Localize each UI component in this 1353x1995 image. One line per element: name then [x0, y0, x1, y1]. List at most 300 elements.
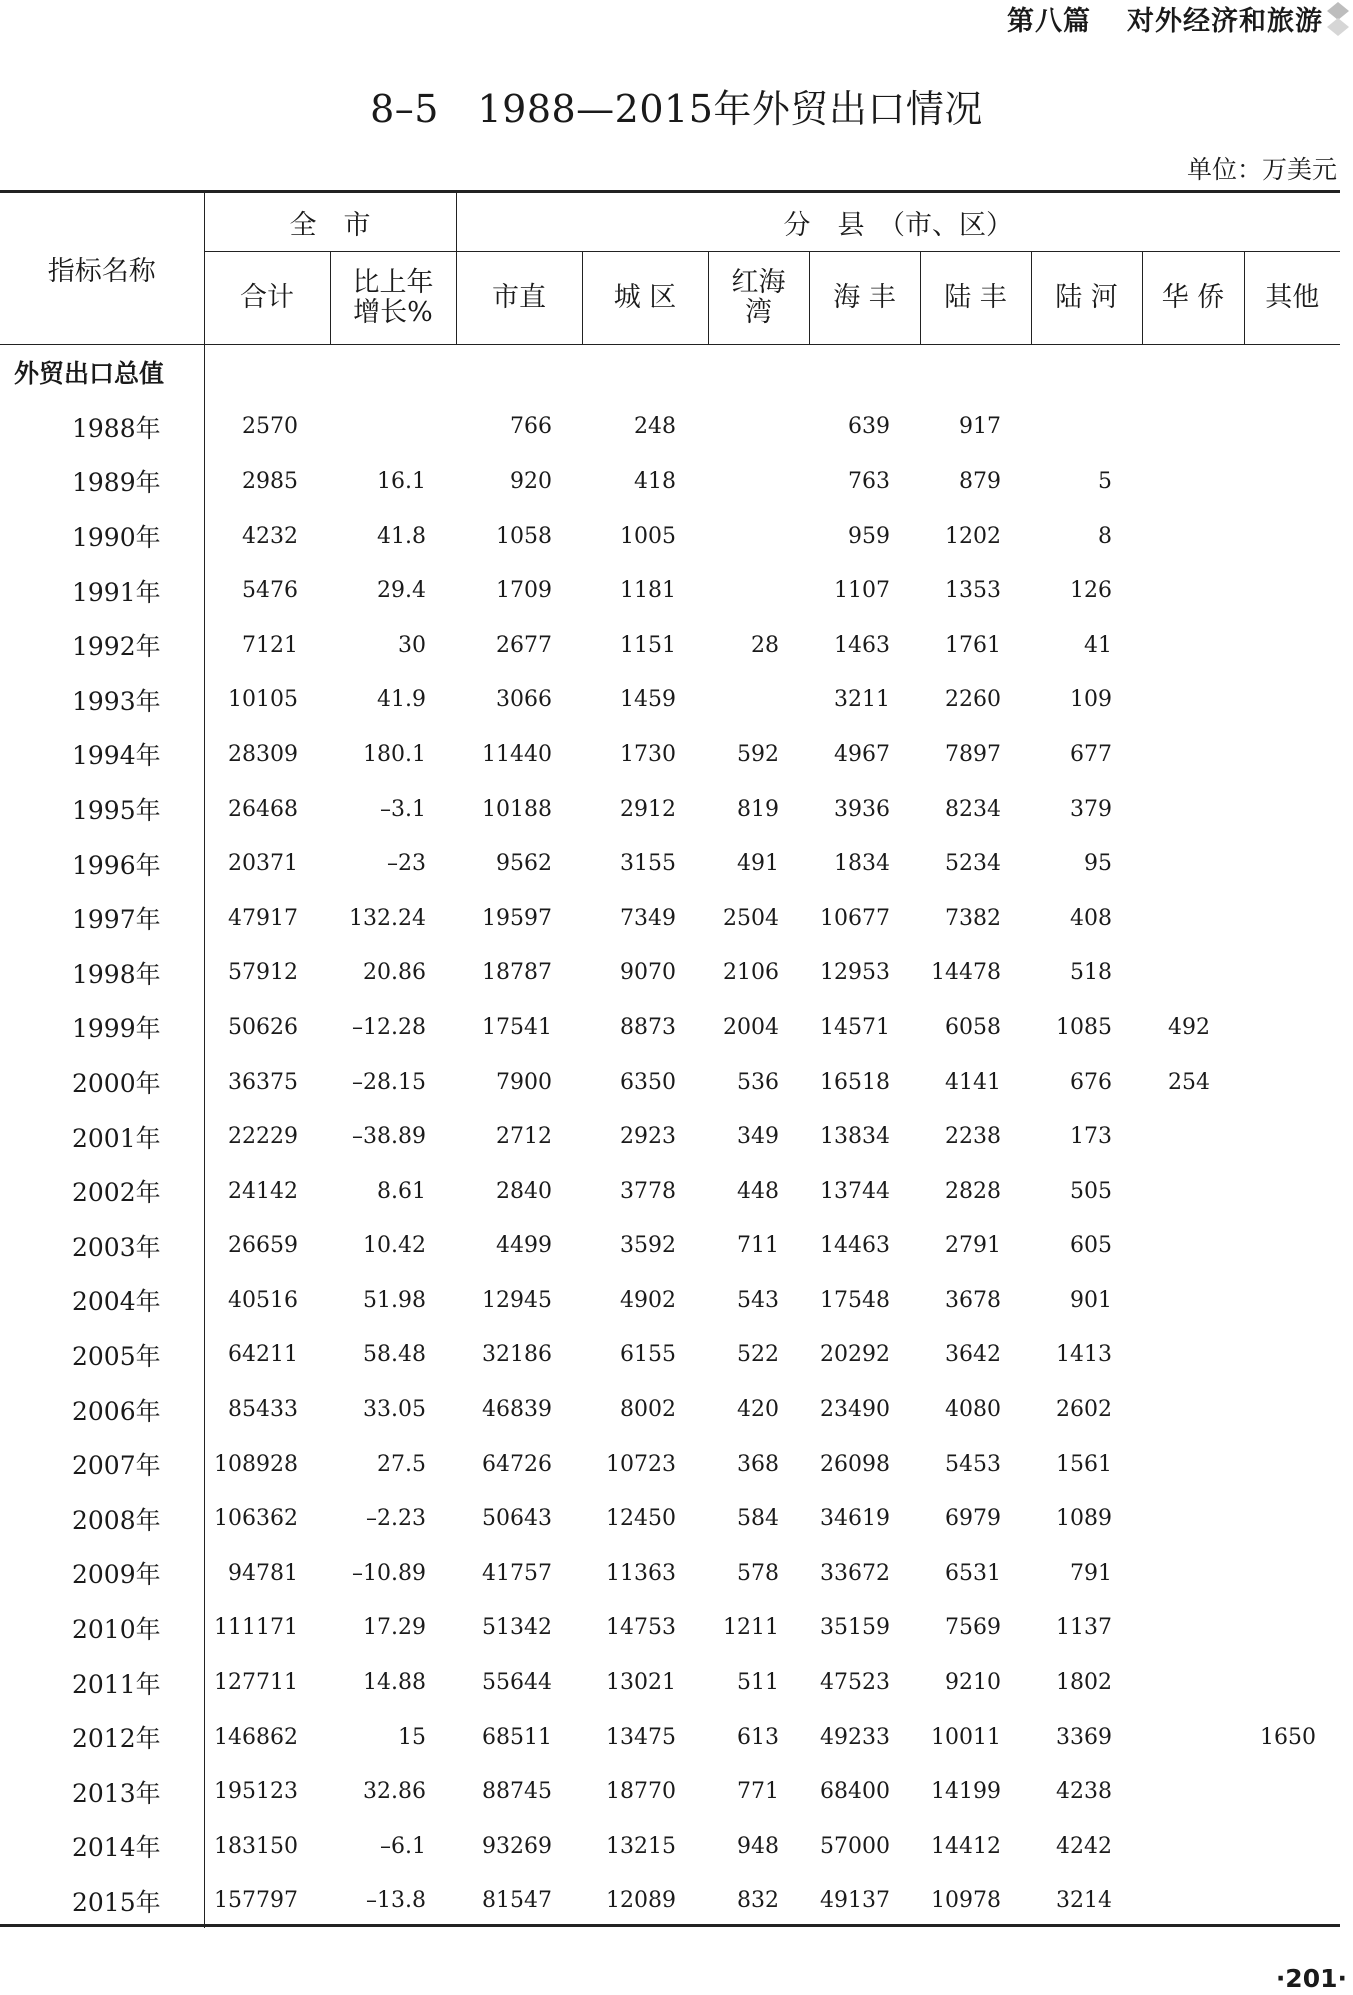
cell-huaqiao [1142, 1437, 1244, 1492]
col-header-luhe: 陆 河 [1031, 252, 1142, 345]
row-year-label: 1990年 [0, 509, 204, 564]
cell-shizhi: 51342 [482, 1615, 552, 1641]
cell-luhe: 4238 [1056, 1779, 1112, 1805]
cell-chengqu: 2912 [620, 796, 676, 822]
cell-luhe: 1085 [1056, 1014, 1112, 1040]
cell-haifeng: 33672 [820, 1560, 890, 1586]
cell-haifeng: 35159 [820, 1615, 890, 1641]
cell-chengqu: 1005 [620, 523, 676, 549]
cell-other [1244, 782, 1340, 837]
cell-chengqu: 13215 [606, 1833, 676, 1859]
cell-huaqiao [1142, 618, 1244, 673]
table-body [0, 345, 1340, 1929]
col-header-honghaiwan [708, 252, 809, 345]
cell-haifeng: 1834 [834, 851, 890, 877]
cell-shizhi: 41757 [482, 1560, 552, 1586]
cell-luhe: 379 [1070, 796, 1112, 822]
row-year-label: 2008年 [0, 1491, 204, 1546]
header-part: 第八篇 [1007, 5, 1091, 37]
cell-growth: 180.1 [363, 741, 426, 767]
col-header-other: 其他 [1244, 252, 1340, 345]
cell-luhe: 605 [1070, 1233, 1112, 1259]
cell-honghaiwan: 2004 [723, 1014, 779, 1040]
cell-total: 22229 [228, 1124, 298, 1150]
cell-growth: 41.9 [377, 687, 426, 713]
table-row [0, 563, 1340, 618]
cell-honghaiwan: 584 [737, 1506, 779, 1532]
cell-luhe: 5 [1098, 468, 1112, 494]
cell-haifeng: 68400 [820, 1779, 890, 1805]
cell-haifeng: 12953 [820, 960, 890, 986]
cell-growth: 27.5 [377, 1451, 426, 1477]
cell-huaqiao [1142, 673, 1244, 728]
cell-chengqu: 13021 [606, 1670, 676, 1696]
cell-haifeng: 20292 [820, 1342, 890, 1368]
cell-luhe: 505 [1070, 1178, 1112, 1204]
table-row [0, 1764, 1340, 1819]
cell-luhe: 126 [1070, 578, 1112, 604]
cell-total: 2570 [242, 414, 298, 440]
cell-shizhi: 2712 [496, 1124, 552, 1150]
cell-shizhi: 68511 [482, 1724, 552, 1750]
cell-chengqu: 11363 [606, 1560, 676, 1586]
cell-other [1244, 1601, 1340, 1656]
page-number: ·201· [1275, 1964, 1347, 1993]
cell-chengqu: 1730 [620, 741, 676, 767]
cell-total: 94781 [228, 1560, 298, 1586]
cell-other [1244, 1382, 1340, 1437]
export-table [0, 190, 1340, 1928]
cell-shizhi: 7900 [496, 1069, 552, 1095]
cell-haifeng: 14463 [820, 1233, 890, 1259]
cell-shizhi: 18787 [482, 960, 552, 986]
cell-lufeng: 6531 [945, 1560, 1001, 1586]
cell-growth: –10.89 [352, 1560, 426, 1586]
indicator-header: 指标名称 [0, 192, 204, 345]
cell-haifeng: 13834 [820, 1124, 890, 1150]
cell-haifeng: 47523 [820, 1670, 890, 1696]
row-year-label: 2004年 [0, 1273, 204, 1328]
cell-chengqu: 10723 [606, 1451, 676, 1477]
table-row [0, 1601, 1340, 1656]
cell-lufeng: 2238 [945, 1124, 1001, 1150]
cell-lufeng: 3678 [945, 1287, 1001, 1313]
cell-luhe: 2602 [1056, 1397, 1112, 1423]
table-row [0, 673, 1340, 728]
cell-lufeng: 4080 [945, 1397, 1001, 1423]
page-title: 8–5 1988—2015年外贸出口情况 [370, 87, 983, 131]
cell-growth: 58.48 [363, 1342, 426, 1368]
cell-growth: –3.1 [380, 796, 426, 822]
cell-haifeng: 3211 [834, 687, 890, 713]
cell-haifeng: 49233 [820, 1724, 890, 1750]
cell-luhe: 1413 [1056, 1342, 1112, 1368]
cell-lufeng: 8234 [945, 796, 1001, 822]
cell-huaqiao [1142, 563, 1244, 618]
cell-shizhi: 1709 [496, 578, 552, 604]
cell-growth [330, 400, 456, 455]
cell-lufeng: 7382 [945, 905, 1001, 931]
cell-honghaiwan: 578 [737, 1560, 779, 1586]
cell-shizhi: 3066 [496, 687, 552, 713]
row-year-label: 1989年 [0, 454, 204, 509]
cell-chengqu: 418 [634, 468, 676, 494]
col-header-huaqiao: 华 侨 [1142, 252, 1244, 345]
col-header-growth [330, 252, 456, 345]
cell-chengqu: 1181 [620, 578, 676, 604]
table-row [0, 946, 1340, 1001]
cell-other [1244, 673, 1340, 728]
cell-growth: 33.05 [363, 1397, 426, 1423]
cell-shizhi: 4499 [496, 1233, 552, 1259]
cell-haifeng: 17548 [820, 1287, 890, 1313]
cell-other [1244, 1764, 1340, 1819]
cell-shizhi: 32186 [482, 1342, 552, 1368]
cell-total: 26659 [228, 1233, 298, 1259]
table-row [0, 1328, 1340, 1383]
cell-lufeng: 2791 [945, 1233, 1001, 1259]
cell-total: 111171 [214, 1615, 298, 1641]
table-row [0, 1382, 1340, 1437]
cell-luhe: 1561 [1056, 1451, 1112, 1477]
cell-shizhi: 64726 [482, 1451, 552, 1477]
cell-lufeng: 5453 [945, 1451, 1001, 1477]
cell-honghaiwan: 613 [737, 1724, 779, 1750]
cell-huaqiao [1142, 1764, 1244, 1819]
cell-total: 2985 [242, 468, 298, 494]
cell-honghaiwan: 349 [737, 1124, 779, 1150]
cell-shizhi: 12945 [482, 1287, 552, 1313]
row-year-label: 1992年 [0, 618, 204, 673]
table-group-row [0, 345, 1340, 400]
row-year-label: 1995年 [0, 782, 204, 837]
row-year-label: 1998年 [0, 946, 204, 1001]
cell-honghaiwan: 592 [737, 741, 779, 767]
cell-haifeng: 1107 [834, 578, 890, 604]
cell-lufeng: 10011 [931, 1724, 1001, 1750]
cell-luhe: 791 [1070, 1560, 1112, 1586]
cell-honghaiwan [708, 563, 809, 618]
cell-growth: 20.86 [363, 960, 426, 986]
cell-huaqiao [1142, 1328, 1244, 1383]
cell-luhe: 408 [1070, 905, 1112, 931]
cell-honghaiwan: 448 [737, 1178, 779, 1204]
cell-total: 157797 [214, 1888, 298, 1914]
cell-total: 64211 [228, 1342, 298, 1368]
cell-shizhi: 10188 [482, 796, 552, 822]
cell-haifeng: 14571 [820, 1014, 890, 1040]
cell-huaqiao [1142, 1273, 1244, 1328]
cell-honghaiwan: 771 [737, 1779, 779, 1805]
cell-lufeng: 917 [959, 414, 1001, 440]
cell-haifeng: 639 [848, 414, 890, 440]
cell-lufeng: 7897 [945, 741, 1001, 767]
cell-total: 24142 [228, 1178, 298, 1204]
cell-growth: –12.28 [352, 1014, 426, 1040]
row-year-label: 1996年 [0, 836, 204, 891]
cell-huaqiao [1142, 1546, 1244, 1601]
cell-luhe: 3214 [1056, 1888, 1112, 1914]
cell-shizhi: 88745 [482, 1779, 552, 1805]
table-row [0, 1655, 1340, 1710]
cell-chengqu: 3592 [620, 1233, 676, 1259]
row-year-label: 1999年 [0, 1000, 204, 1055]
cell-huaqiao [1142, 1109, 1244, 1164]
table-row [0, 1055, 1340, 1110]
cell-honghaiwan: 819 [737, 796, 779, 822]
cell-lufeng: 14478 [931, 960, 1001, 986]
cell-huaqiao [1142, 509, 1244, 564]
cell-growth: 29.4 [377, 578, 426, 604]
cell-growth: –2.23 [366, 1506, 426, 1532]
cell-shizhi: 19597 [482, 905, 552, 931]
cell-total: 47917 [228, 905, 298, 931]
cell-total: 20371 [228, 851, 298, 877]
cell-honghaiwan: 522 [737, 1342, 779, 1368]
cell-total: 183150 [214, 1833, 298, 1859]
cell-total: 4232 [242, 523, 298, 549]
table-row [0, 1546, 1340, 1601]
cell-other [1244, 1437, 1340, 1492]
cell-other [1244, 618, 1340, 673]
cell-huaqiao [1142, 1601, 1244, 1656]
cell-luhe: 173 [1070, 1124, 1112, 1150]
diamond-ornament-icon [1327, 2, 1349, 36]
bottom-rule [0, 1924, 1340, 1927]
cell-lufeng: 3642 [945, 1342, 1001, 1368]
cell-huaqiao [1142, 782, 1244, 837]
cell-honghaiwan: 543 [737, 1287, 779, 1313]
row-year-label: 2009年 [0, 1546, 204, 1601]
table-row [0, 836, 1340, 891]
row-year-label: 2001年 [0, 1109, 204, 1164]
cell-shizhi: 55644 [482, 1670, 552, 1696]
cell-total: 40516 [228, 1287, 298, 1313]
cell-luhe: 901 [1070, 1287, 1112, 1313]
table-row [0, 1874, 1340, 1929]
row-year-label: 2003年 [0, 1219, 204, 1274]
row-year-label: 2005年 [0, 1328, 204, 1383]
row-year-label: 1997年 [0, 891, 204, 946]
cell-chengqu: 6155 [620, 1342, 676, 1368]
table-row [0, 454, 1340, 509]
cell-other [1244, 1055, 1340, 1110]
cell-haifeng: 57000 [820, 1833, 890, 1859]
cell-other: 1650 [1260, 1724, 1316, 1750]
cell-lufeng: 6979 [945, 1506, 1001, 1532]
cell-luhe: 41 [1084, 632, 1112, 658]
cell-total: 10105 [228, 687, 298, 713]
cell-luhe: 8 [1098, 523, 1112, 549]
row-year-label: 2012年 [0, 1710, 204, 1765]
cell-huaqiao [1142, 1655, 1244, 1710]
cell-total: 85433 [228, 1397, 298, 1423]
cell-total: 195123 [214, 1779, 298, 1805]
header-section: 对外经济和旅游 [1127, 5, 1323, 37]
table-row [0, 1491, 1340, 1546]
col-header-lufeng: 陆 丰 [920, 252, 1031, 345]
export-table-container [0, 190, 1340, 1928]
cell-honghaiwan [708, 400, 809, 455]
col-header-total: 合计 [204, 252, 330, 345]
table-row [0, 1000, 1340, 1055]
cell-other [1244, 891, 1340, 946]
cell-lufeng: 10978 [931, 1888, 1001, 1914]
cell-chengqu: 14753 [606, 1615, 676, 1641]
cell-total: 57912 [228, 960, 298, 986]
cell-other [1244, 1000, 1340, 1055]
cell-other [1244, 1219, 1340, 1274]
group-row-label: 外贸出口总值 [0, 345, 204, 400]
cell-growth: –6.1 [380, 1833, 426, 1859]
col-header-honghaiwan-line2: 湾 [745, 297, 772, 328]
cell-shizhi: 920 [510, 468, 552, 494]
unit-label: 单位：万美元 [1186, 155, 1337, 184]
cell-growth: 41.8 [377, 523, 426, 549]
cell-total: 108928 [214, 1451, 298, 1477]
cell-shizhi: 11440 [482, 741, 552, 767]
row-year-label: 2000年 [0, 1055, 204, 1110]
cell-growth: 10.42 [363, 1233, 426, 1259]
row-year-label: 2014年 [0, 1819, 204, 1874]
cell-lufeng: 14199 [931, 1779, 1001, 1805]
cell-luhe: 677 [1070, 741, 1112, 767]
cell-haifeng: 49137 [820, 1888, 890, 1914]
cell-huaqiao [1142, 946, 1244, 1001]
cell-honghaiwan: 491 [737, 851, 779, 877]
cell-haifeng: 1463 [834, 632, 890, 658]
cell-total: 106362 [214, 1506, 298, 1532]
cell-chengqu: 18770 [606, 1779, 676, 1805]
cell-haifeng: 3936 [834, 796, 890, 822]
cell-lufeng: 5234 [945, 851, 1001, 877]
cell-haifeng: 4967 [834, 741, 890, 767]
table-row [0, 1710, 1340, 1765]
row-year-label: 2002年 [0, 1164, 204, 1219]
cell-chengqu: 9070 [620, 960, 676, 986]
cell-lufeng: 2828 [945, 1178, 1001, 1204]
cell-lufeng: 9210 [945, 1670, 1001, 1696]
col-header-haifeng: 海 丰 [809, 252, 920, 345]
table-row [0, 1819, 1340, 1874]
cell-huaqiao [1142, 891, 1244, 946]
cell-shizhi: 2840 [496, 1178, 552, 1204]
cell-chengqu: 3778 [620, 1178, 676, 1204]
cell-haifeng: 34619 [820, 1506, 890, 1532]
cell-growth: 51.98 [363, 1287, 426, 1313]
cell-growth: –38.89 [352, 1124, 426, 1150]
cell-shizhi: 766 [510, 414, 552, 440]
cell-total: 146862 [214, 1724, 298, 1750]
cell-lufeng: 4141 [945, 1069, 1001, 1095]
cell-other [1244, 454, 1340, 509]
group-header-city: 全 市 [204, 192, 456, 252]
cell-total: 127711 [214, 1670, 298, 1696]
cell-chengqu: 7349 [620, 905, 676, 931]
cell-lufeng: 879 [959, 468, 1001, 494]
cell-huaqiao [1142, 1819, 1244, 1874]
col-header-honghaiwan-line1: 红海 [731, 267, 786, 298]
cell-other [1244, 1819, 1340, 1874]
cell-growth: 17.29 [363, 1615, 426, 1641]
cell-honghaiwan: 420 [737, 1397, 779, 1423]
cell-shizhi: 2677 [496, 632, 552, 658]
table-row [0, 1273, 1340, 1328]
cell-other [1244, 1164, 1340, 1219]
cell-chengqu: 248 [634, 414, 676, 440]
cell-haifeng: 23490 [820, 1397, 890, 1423]
row-year-label: 2013年 [0, 1764, 204, 1819]
cell-shizhi: 81547 [482, 1888, 552, 1914]
group-header-county: 分 县 （市、区） [456, 192, 1340, 252]
cell-other [1244, 1109, 1340, 1164]
row-year-label: 1993年 [0, 673, 204, 728]
cell-total: 36375 [228, 1069, 298, 1095]
col-header-chengqu: 城 区 [582, 252, 708, 345]
cell-shizhi: 93269 [482, 1833, 552, 1859]
cell-shizhi: 46839 [482, 1397, 552, 1423]
cell-lufeng: 14412 [931, 1833, 1001, 1859]
cell-other [1244, 1874, 1340, 1929]
cell-other [1244, 727, 1340, 782]
cell-haifeng: 763 [848, 468, 890, 494]
cell-total: 5476 [242, 578, 298, 604]
cell-chengqu: 12450 [606, 1506, 676, 1532]
cell-huaqiao [1142, 1491, 1244, 1546]
cell-huaqiao [1142, 1710, 1244, 1765]
cell-haifeng: 26098 [820, 1451, 890, 1477]
cell-haifeng: 13744 [820, 1178, 890, 1204]
col-header-growth-line1: 比上年 [352, 267, 434, 298]
cell-total: 28309 [228, 741, 298, 767]
cell-luhe: 1137 [1056, 1615, 1112, 1641]
cell-chengqu: 13475 [606, 1724, 676, 1750]
cell-chengqu: 8873 [620, 1014, 676, 1040]
running-header [1007, 0, 1323, 36]
cell-luhe: 1089 [1056, 1506, 1112, 1532]
cell-honghaiwan: 28 [751, 632, 779, 658]
cell-chengqu: 2923 [620, 1124, 676, 1150]
cell-shizhi: 17541 [482, 1014, 552, 1040]
cell-huaqiao [1142, 1874, 1244, 1929]
cell-honghaiwan: 2504 [723, 905, 779, 931]
cell-growth: 15 [398, 1724, 426, 1750]
cell-haifeng: 16518 [820, 1069, 890, 1095]
cell-honghaiwan: 2106 [723, 960, 779, 986]
cell-growth: 14.88 [363, 1670, 426, 1696]
cell-chengqu: 4902 [620, 1287, 676, 1313]
cell-luhe: 3369 [1056, 1724, 1112, 1750]
cell-honghaiwan: 948 [737, 1833, 779, 1859]
row-year-label: 1991年 [0, 563, 204, 618]
cell-luhe: 1802 [1056, 1670, 1112, 1696]
cell-chengqu: 12089 [606, 1888, 676, 1914]
cell-other [1244, 1655, 1340, 1710]
cell-honghaiwan: 511 [737, 1670, 779, 1696]
row-year-label: 2015年 [0, 1874, 204, 1929]
cell-other [1244, 946, 1340, 1001]
cell-huaqiao [1142, 836, 1244, 891]
cell-other [1244, 400, 1340, 455]
cell-growth: –28.15 [352, 1069, 426, 1095]
cell-growth: 16.1 [377, 468, 426, 494]
cell-lufeng: 2260 [945, 687, 1001, 713]
cell-haifeng: 959 [848, 523, 890, 549]
cell-lufeng: 1353 [945, 578, 1001, 604]
row-year-label: 2010年 [0, 1601, 204, 1656]
cell-huaqiao [1142, 454, 1244, 509]
col-header-growth-line2: 增长% [353, 297, 433, 328]
